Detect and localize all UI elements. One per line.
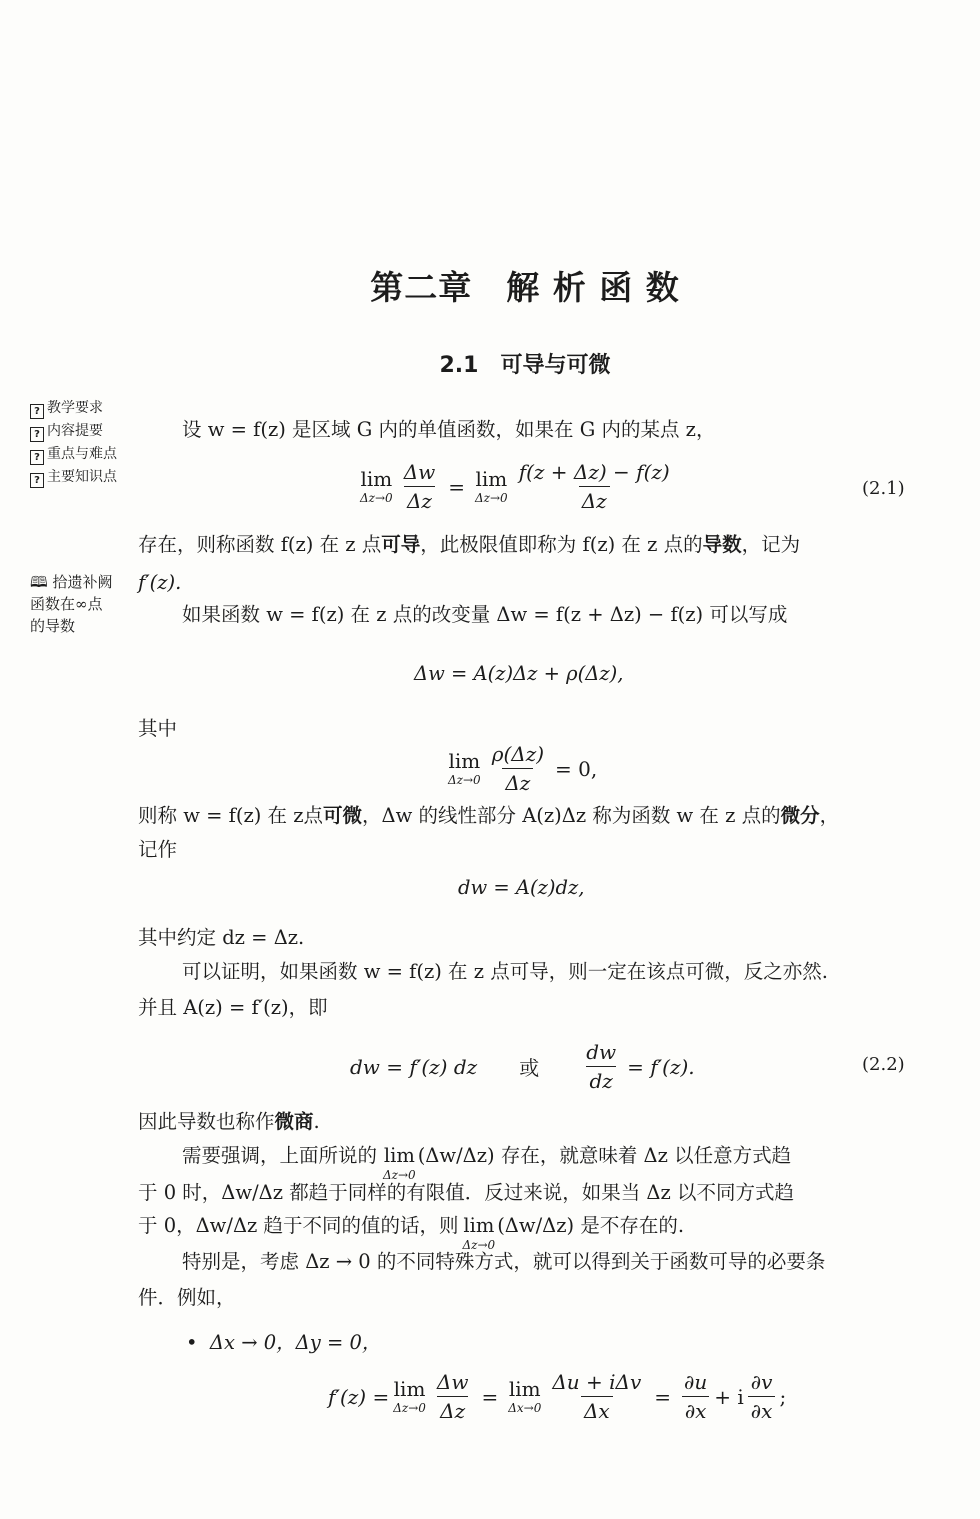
equation-2-2: dw = f′(z) dz 或 $\frac{dw}{dz}$ = f′(z).	[350, 1040, 695, 1093]
question-box-icon: ?	[30, 427, 44, 442]
question-box-icon: ?	[30, 473, 44, 488]
sidebar-list	[30, 400, 117, 492]
paragraph: 件．例如，	[138, 1286, 236, 1309]
paragraph: 其中约定 dz = Δz.	[138, 926, 305, 949]
sidebar-item[interactable]: ? 主要知识点	[30, 469, 117, 488]
sidebar-item[interactable]: ? 教学要求	[30, 400, 117, 419]
sidebar-item[interactable]: ? 重点与难点	[30, 446, 117, 465]
equation-number: (2.1)	[862, 478, 905, 499]
paragraph: 需要强调，上面所说的 lim Δz→0 (Δw/Δz) 存在，就意味着 Δz 以任意方式趋	[182, 1144, 792, 1182]
bullet-item: • Δx → 0，Δy = 0，	[186, 1331, 382, 1354]
equation-number: (2.2)	[862, 1054, 905, 1075]
equation: f′(z) = lim Δz→0 $\frac{\Delta w}{\Delta z}$ = lim Δx→0 $\frac{\text{Δu + iΔv}}{\Delta x}$ = $\frac{\partial u}{\partial x}$ + i $\frac{\partial v}{\partial x}$ ;	[328, 1370, 787, 1423]
chapter-title: 第二章 解 析 函 数	[370, 268, 680, 307]
paragraph: 则称 w = f(z) 在 z点可微，Δw 的线性部分 A(z)Δz 称为函数 w 在 z 点的微分，	[138, 804, 840, 827]
sidebar-note[interactable]: 🕮 拾遗补阙 函数在∞点 的导数	[30, 573, 113, 635]
equation: dw = A(z)dz,	[458, 876, 585, 899]
paragraph: 其中	[138, 717, 178, 740]
paragraph: 于 0，Δw/Δz 趋于不同的值的话，则 lim Δz→0 (Δw/Δz) 是不存在的.	[138, 1214, 685, 1252]
paragraph: f′(z).	[138, 571, 182, 594]
paragraph: 特别是，考虑 Δz → 0 的不同特殊方式，就可以得到关于函数可导的必要条	[182, 1250, 826, 1273]
question-box-icon: ?	[30, 404, 44, 419]
paragraph: 可以证明，如果函数 w = f(z) 在 z 点可导，则一定在该点可微，反之亦然.	[182, 960, 828, 983]
paragraph: 设 w = f(z) 是区域 G 内的单值函数，如果在 G 内的某点 z，	[182, 418, 716, 441]
equation-2-1: lim Δz→0 $\frac{\Delta w}{\Delta z}$ = lim Δz→0 $\frac{f(z + \Delta z) - f(z)}{\Delta z}$	[360, 460, 670, 513]
equation: Δw = A(z)Δz + ρ(Δz),	[414, 662, 624, 685]
section-title: 2.1 可导与可微	[439, 353, 611, 378]
paragraph: 如果函数 w = f(z) 在 z 点的改变量 Δw = f(z + Δz) − f(z) 可以写成	[182, 603, 788, 626]
paragraph: 于 0 时，Δw/Δz 都趋于同样的有限值．反过来说，如果当 Δz 以不同方式趋	[138, 1181, 794, 1204]
paragraph: 并且 A(z) = f′(z)，即	[138, 996, 328, 1019]
bullet-icon: •	[186, 1331, 198, 1354]
paragraph: 记作	[138, 838, 178, 861]
equation: lim Δz→0 $\frac{\rho(\Delta z)}{\Delta z}$ = 0,	[448, 742, 598, 795]
sidebar-item[interactable]: ? 内容提要	[30, 423, 117, 442]
book-icon: 🕮	[30, 573, 48, 591]
question-box-icon: ?	[30, 450, 44, 465]
paragraph: 存在，则称函数 f(z) 在 z 点可导，此极限值即称为 f(z) 在 z 点的导数，记为	[138, 533, 801, 556]
paragraph: 因此导数也称作微商.	[138, 1110, 320, 1133]
